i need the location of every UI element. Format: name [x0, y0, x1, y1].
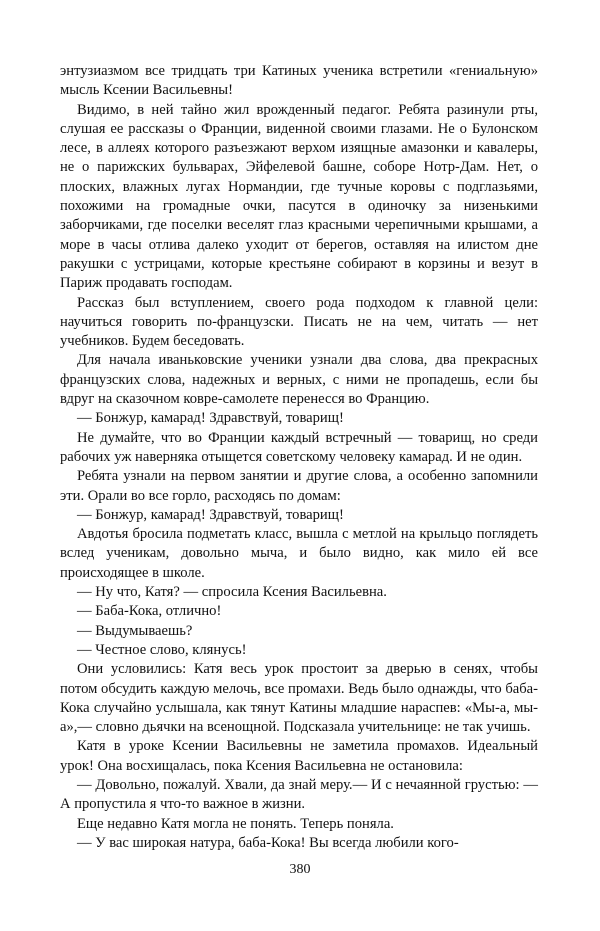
paragraph: — Довольно, пожалуй. Хвали, да знай меру.— И с нечаянной грустью: — А пропустила я что-то важное в жизни. — [60, 776, 538, 813]
paragraph: — Бонжур, камарад! Здравствуй, товарищ! — [77, 506, 344, 523]
paragraph: — У вас широкая натура, баба-Кока! Вы всегда любили кого- — [77, 834, 459, 851]
paragraph: энтузиазмом все тридцать три Катиных ученика встретили «гениальную» мысль Ксении Васильевны! — [60, 63, 538, 99]
paragraph: — Бонжур, камарад! Здравствуй, товарищ! — [77, 410, 344, 427]
paragraph: Для начала иваньковские ученики узнали два слова, два прекрасных французских слова, надежных и верных, с ними не пропадешь, если бы вдруг на сказочном ковре-самолете перенесся во Францию. — [60, 352, 538, 408]
paragraph: — Честное слово, клянусь! — [77, 641, 247, 658]
paragraph: Видимо, в ней тайно жил врожденный педагог. Ребята разинули рты, слушая ее рассказы о Франции, виденной своими глазами. Не о Булонском лесе, в аллеях которого разъезжают верхом изящные амазонки и кавалеры, не о парижских бульварах, Эйфелевой башне, соборе Нотр-Дам. Нет, о плоских, влажных лугах Нормандии, где тучные коровы с подглазьями, похожими на громадные очки, пасутся в одиночку за низенькими заборчиками, где поселки веселят глаз красными черепичными крышами, а море в часы отлива далеко уходит от берегов, оставляя на илистом дне ракушки с устрицами, которые крестьяне собирают в корзины и везут в Париж продавать господам. — [60, 101, 538, 292]
paragraph: Еще недавно Катя могла не понять. Теперь поняла. — [77, 815, 394, 832]
paragraph: Не думайте, что во Франции каждый встречный — товарищ, но среди рабочих уж наверняка отыщется советскому человеку камарад. И не один. — [60, 429, 538, 465]
page-number: 380 — [289, 862, 311, 877]
paragraph: Они условились: Катя весь урок простоит за дверью в сенях, чтобы потом обсудить каждую мелочь, все промахи. Ведь было однажды, что баба-Кока случайно услышала, как тянут Катины младшие нараспев: «Мы-а, мы-а»,— словно дьячки на всенощной. Подсказала учительнице: не так учишь. — [60, 661, 538, 736]
paragraph: — Выдумываешь? — [77, 622, 193, 639]
paragraph: — Ну что, Катя? — спросила Ксения Васильевна. — [77, 584, 387, 601]
paragraph: Ребята узнали на первом занятии и другие слова, а особенно запомнили эти. Орали во все горло, расходясь по домам: — [60, 468, 538, 504]
paragraph: Авдотья бросила подметать класс, вышла с метлой на крыльцо поглядеть вслед ученикам, довольно мыча, и было видно, как мило ей все происходящее в школе. — [60, 526, 538, 581]
paragraph: Рассказ был вступлением, своего рода подходом к главной цели: научиться говорить по-французски. Писать не на чем, читать — нет учебников. Будем беседовать. — [60, 294, 538, 350]
paragraph: Катя в уроке Ксении Васильевны не заметила промахов. Идеальный урок! Она восхищалась, пока Ксения Васильевна не остановила: — [60, 738, 538, 774]
body-text — [60, 62, 538, 853]
paragraph: — Баба-Кока, отлично! — [77, 603, 222, 620]
